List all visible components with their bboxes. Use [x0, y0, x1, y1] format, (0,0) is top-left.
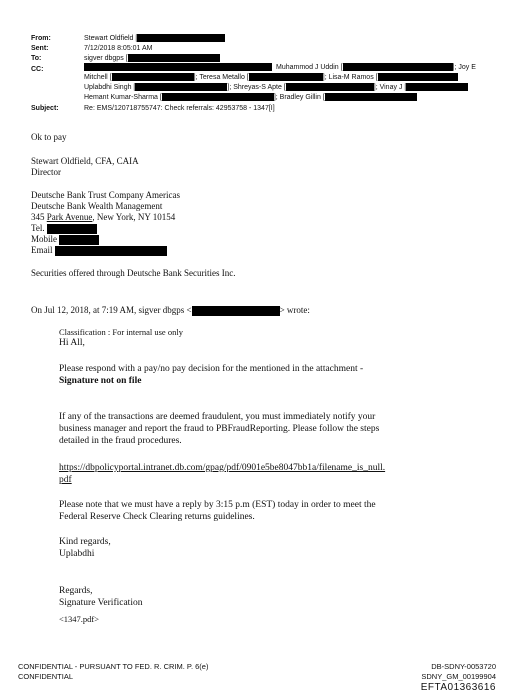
footer-confidential-2: CONFIDENTIAL	[18, 672, 74, 681]
cc-label: CC:	[31, 66, 44, 73]
subject-label: Subject:	[31, 105, 59, 112]
regards: Regards,	[59, 586, 93, 596]
footer-efta-id: EFTA01363616	[420, 682, 496, 693]
signature-name: Stewart Oldfield, CFA, CAIA	[31, 156, 139, 166]
footer-confidential-1: CONFIDENTIAL - PURSUANT TO FED. R. CRIM. P. 6(e)	[18, 662, 209, 671]
tel-line: Tel.	[31, 223, 97, 234]
quoted-intro: On Jul 12, 2018, at 7:19 AM, sigver dbgps < > wrote:	[31, 305, 310, 315]
reply-deadline-2: Federal Reserve Check Clearing returns guidelines.	[59, 512, 255, 522]
company-line-2: Deutsche Bank Wealth Management	[31, 201, 163, 211]
reply-deadline-1: Please note that we must have a reply by 3:15 p.m (EST) today in order to meet the	[59, 500, 376, 510]
fraud-line-3: detailed in the fraud procedures.	[59, 436, 182, 446]
policy-link[interactable]: https://dbpolicyportal.intranet.db.com/gpag/pdf/0901e5be8047bb1a/filename_is_null.	[59, 463, 386, 473]
request-line: Please respond with a pay/no pay decision for the mentioned in the attachment -	[59, 364, 364, 374]
policy-link-tail[interactable]: pdf	[59, 475, 72, 485]
attachment-name[interactable]: <1347.pdf>	[59, 614, 100, 624]
fraud-line-1: If any of the transactions are deemed fraudulent, you must immediately notify your	[59, 412, 376, 422]
classification: Classification : For internal use only	[59, 327, 183, 337]
sent-value: 7/12/2018 8:05:01 AM	[84, 45, 153, 52]
subject-value: Re: EMS/120718755747: Check referrals: 42953758 - 1347[I]	[84, 105, 275, 112]
cc-line-4: Hemant Kumar-Sharma [ ]; Bradley Gillin [	[84, 93, 417, 102]
cc-line-1b: Muhammod J Uddin [ ]; Joy E	[276, 64, 476, 71]
cc-line-1	[84, 63, 272, 72]
to-label: To:	[31, 55, 42, 62]
footer-bates-2: SDNY_GM_00199904	[421, 672, 496, 681]
from-label: From:	[31, 35, 51, 42]
sent-label: Sent:	[31, 45, 49, 52]
mobile-line: Mobile	[31, 234, 99, 245]
signature-note: Signature not on file	[59, 376, 142, 386]
cc-line-3: Uplabdhi Singh [ ]; Shreyas-S Apte [ ]; Vinay J [	[84, 83, 468, 92]
from-value: Stewart Oldfield [	[84, 34, 225, 43]
cc-line-2: Mitchell [ ]; Teresa Metallo [ ]; Lisa-M Ramos [	[84, 73, 458, 82]
signature-verification: Signature Verification	[59, 598, 143, 608]
securities-disclaimer: Securities offered through Deutsche Bank Securities Inc.	[31, 268, 236, 278]
to-value: sigver dbgps [	[84, 54, 220, 63]
address-line: 345 Park Avenue, New York, NY 10154	[31, 212, 176, 222]
kind-regards: Kind regards,	[59, 537, 111, 547]
footer-bates-1: DB-SDNY-0053720	[431, 662, 496, 671]
email-line: Email	[31, 245, 167, 256]
fraud-line-2: business manager and report the fraud to PBFraudReporting. Please follow the steps	[59, 424, 380, 434]
kind-regards-name: Uplabdhi	[59, 549, 95, 559]
greeting: Hi All,	[59, 338, 85, 348]
company-line-1: Deutsche Bank Trust Company Americas	[31, 190, 180, 200]
ok-to-pay: Ok to pay	[31, 132, 67, 142]
signature-title: Director	[31, 167, 61, 177]
